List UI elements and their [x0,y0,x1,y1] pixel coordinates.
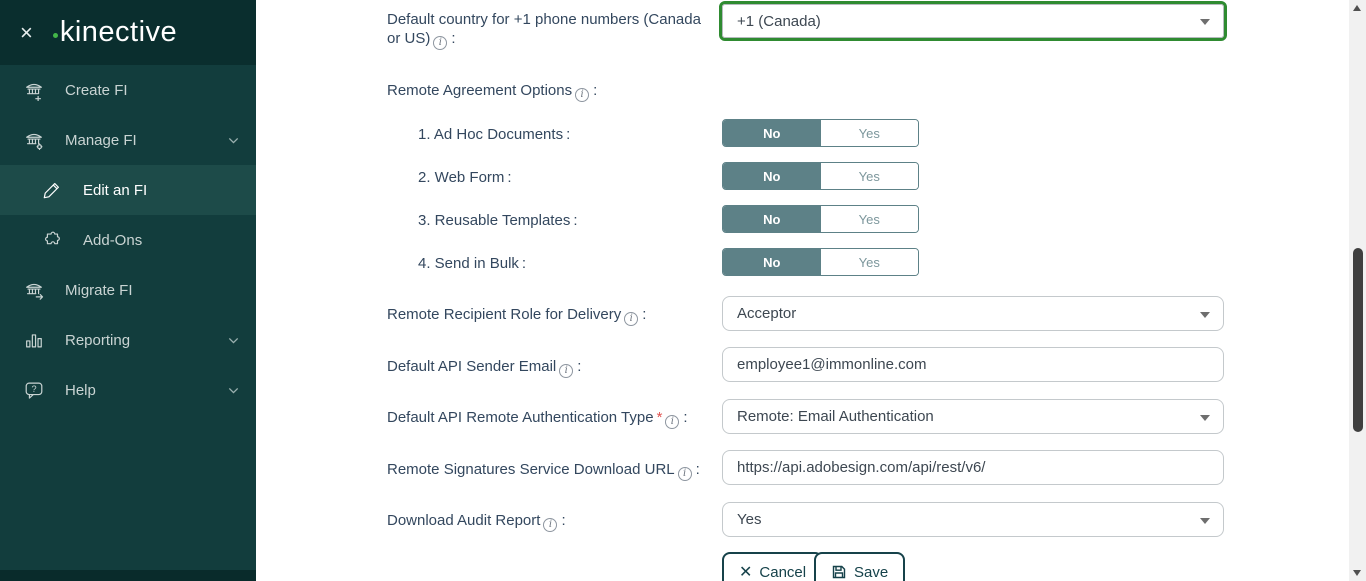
sidebar-item-label: Migrate FI [65,281,133,299]
required-asterisk: * [656,409,663,426]
sidebar-item-label: Create FI [65,81,128,99]
info-icon[interactable]: i [433,36,447,50]
info-icon[interactable]: i [543,518,557,532]
field-label-auth-type: Default API Remote Authentication Type * i : [387,409,688,427]
sidebar-item-edit-an-fi[interactable] [0,165,256,215]
default-country-dropdown[interactable]: +1 (Canada) [722,4,1224,38]
toggle-yes-option[interactable]: Yes [821,249,919,275]
toggle-no-option[interactable]: No [723,249,821,275]
sidebar-item-create-fi[interactable] [0,65,256,115]
toggle-label-send-in-bulk: 4. Send in Bulk : [418,255,527,272]
download-url-input[interactable] [722,450,1224,485]
cancel-button[interactable]: ✕ Cancel [722,552,823,581]
toggle-no-option[interactable]: No [723,120,821,146]
svg-text:?: ? [31,383,37,394]
toggle-web-form [722,162,919,190]
scrollbar-thumb[interactable] [1353,248,1363,432]
sidebar [0,0,256,581]
sidebar-item-help[interactable] [0,365,256,415]
sidebar-footer-strip [0,570,256,581]
sidebar-item-label: Add-Ons [83,231,143,249]
auth-type-dropdown[interactable]: Remote: Email Authentication [722,399,1224,434]
chevron-down-icon[interactable] [227,334,240,351]
save-button[interactable]: Save [814,552,905,581]
scrollbar-up-arrow-icon[interactable] [1353,5,1361,11]
sidebar-item-label: Edit an FI [83,181,148,199]
sender-email-input[interactable] [722,347,1224,382]
section-label-remote-agreement-options: Remote Agreement Options i : [387,82,598,100]
vertical-scrollbar[interactable] [1349,0,1366,581]
field-label-audit-report: Download Audit Report i : [387,512,566,530]
default-country-focus-ring [719,1,1227,41]
sidebar-item-label: Manage FI [65,131,137,149]
field-label-download-url: Remote Signatures Service Download URL i : [387,461,700,479]
toggle-yes-option[interactable]: Yes [821,163,919,189]
sidebar-item-add-ons[interactable] [0,215,256,265]
toggle-ad-hoc-documents [722,119,919,147]
recipient-role-dropdown[interactable]: Acceptor [722,296,1224,331]
pencil-icon [41,179,63,201]
info-icon[interactable]: i [665,415,679,429]
toggle-no-option[interactable]: No [723,163,821,189]
field-label-default-country: Default country for +1 phone numbers (Canada or US) i : [387,11,701,48]
dropdown-caret-icon [1200,415,1210,421]
sidebar-item-manage-fi[interactable] [0,115,256,165]
info-icon[interactable]: i [678,467,692,481]
save-floppy-icon [831,564,847,580]
info-icon[interactable]: i [624,312,638,326]
dropdown-caret-icon [1200,518,1210,524]
sidebar-header [0,0,256,65]
bank-gear-icon [23,129,45,151]
bank-plus-icon [23,79,45,101]
sidebar-item-reporting[interactable] [0,315,256,365]
logo-text: kinective [59,16,178,48]
cancel-x-icon: ✕ [739,564,753,581]
audit-report-dropdown[interactable]: Yes [722,502,1224,537]
toggle-label-reusable-templates: 3. Reusable Templates : [418,212,578,229]
toggle-send-in-bulk [722,248,919,276]
help-bubble-icon [23,379,45,401]
logo-green-dot-icon [53,33,58,38]
sidebar-item-migrate-fi[interactable] [0,265,256,315]
toggle-yes-option[interactable]: Yes [821,120,919,146]
toggle-reusable-templates [722,205,919,233]
close-menu-icon[interactable]: × [20,19,33,45]
edit-fi-form [256,0,1349,581]
sidebar-item-label: Reporting [65,331,131,349]
toggle-no-option[interactable]: No [723,206,821,232]
field-label-sender-email: Default API Sender Email i : [387,358,582,376]
info-icon[interactable]: i [575,88,589,102]
info-icon[interactable]: i [559,364,573,378]
sidebar-nav [0,65,256,415]
bar-chart-icon [23,329,45,351]
toggle-label-ad-hoc-documents: 1. Ad Hoc Documents : [418,126,571,143]
sidebar-item-label: Help [65,381,96,399]
bank-arrow-icon [23,279,45,301]
chevron-down-icon[interactable] [227,134,240,151]
toggle-yes-option[interactable]: Yes [821,206,919,232]
scrollbar-down-arrow-icon[interactable] [1353,570,1361,576]
dropdown-caret-icon [1200,312,1210,318]
dropdown-caret-icon [1200,19,1210,25]
toggle-label-web-form: 2. Web Form : [418,169,512,186]
kinective-logo [53,16,177,49]
puzzle-icon [41,229,63,251]
chevron-down-icon[interactable] [227,384,240,401]
field-label-recipient-role: Remote Recipient Role for Delivery i : [387,306,647,324]
